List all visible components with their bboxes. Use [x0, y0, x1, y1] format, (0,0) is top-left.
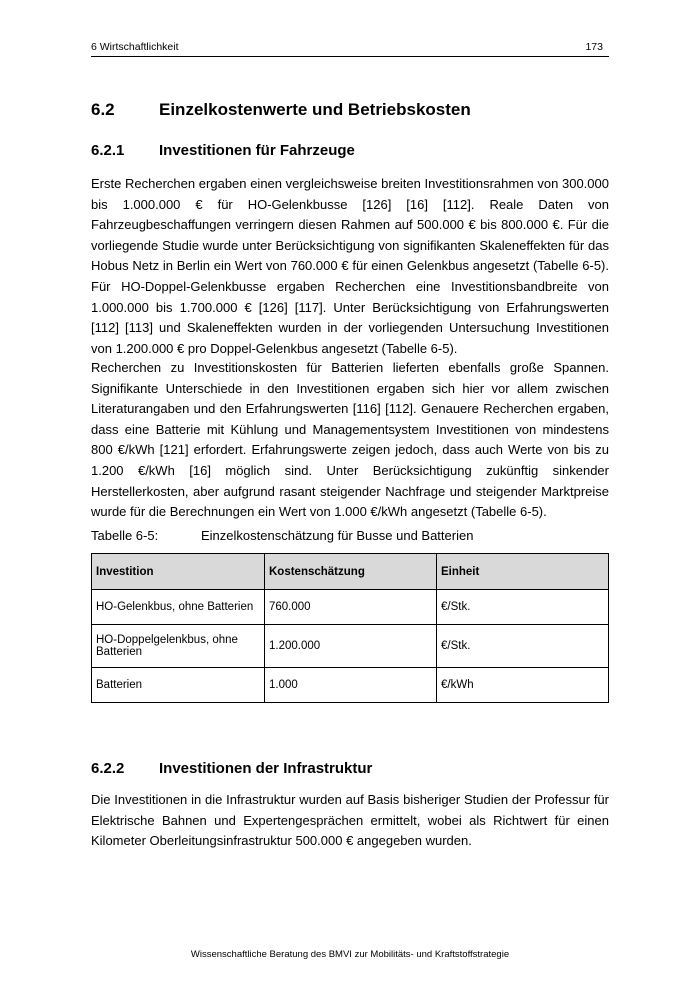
section-number: 6.2	[91, 100, 115, 119]
table-cell: 1.000	[265, 668, 437, 703]
section-heading	[91, 100, 471, 120]
subsection-heading-vehicles	[91, 142, 355, 159]
table-row	[92, 625, 609, 668]
table-cell: €/kWh	[437, 668, 609, 703]
page-header	[91, 40, 609, 57]
paragraph-infrastructure-investments: Die Investitionen in die Infrastruktur wurden auf Basis bisheriger Studien der Professur für Elektrische Bahnen und Expertengesprächen ermittelt, wobei als Richtwert für einen Kilometer Oberleitungsinfrastruktur 500.000 € angegeben wurden.	[91, 792, 609, 849]
cost-table	[91, 553, 609, 703]
table-cell: €/Stk.	[437, 590, 609, 625]
subsection-title: Investitionen für Fahrzeuge	[159, 142, 355, 159]
table-header-cell: Kostenschätzung	[265, 554, 437, 590]
header-chapter: 6 Wirtschaftlichkeit	[91, 41, 179, 53]
table-row	[92, 590, 609, 625]
paragraph-battery-investments: Recherchen zu Investitionskosten für Batterien lieferten ebenfalls große Spannen. Signifikante Unterschiede in den Investitionen ergaben sich hier vor allem zwischen Literaturangaben und den Erfahrungswerten [116] [112]. Genauere Recherchen ergaben, dass eine Batterie mit Kühlung und Managementsystem Investitionen von mindestens 800 €/kWh [121] erfordert. Erfahrungswerte zeigen jedoch, dass auch Werte von bis zu 1.200 €/kWh [16] möglich sind. Unter Berücksichtigung zukünftig sinkender Herstellerkosten, aber aufgrund rasant steigender Nachfrage und steigender Marktpreise wurde für die Berechnungen ein Wert von 1.000 €/kWh angesetzt (Tabelle 6-5).	[91, 360, 609, 520]
table-row	[92, 668, 609, 703]
table-cell: HO-Doppelgelenkbus, ohne Batterien	[92, 625, 265, 668]
table-header-row	[92, 554, 609, 590]
section-title: Einzelkostenwerte und Betriebskosten	[159, 100, 471, 119]
header-page-number: 173	[585, 41, 603, 53]
table-header-cell: Investition	[92, 554, 265, 590]
table-cell: HO-Gelenkbus, ohne Batterien	[92, 590, 265, 625]
table-cell: €/Stk.	[437, 625, 609, 668]
table-caption	[91, 528, 473, 543]
subsection-heading-infrastructure	[91, 760, 372, 777]
subsection-number: 6.2.2	[91, 760, 125, 777]
subsection-title: Investitionen der Infrastruktur	[159, 760, 373, 777]
table-header-cell: Einheit	[437, 554, 609, 590]
paragraph-vehicle-investments: Erste Recherchen ergaben einen vergleichsweise breiten Investitionsrahmen von 300.000 bis 1.000.000 € für HO-Gelenkbusse [126] [16] [112]. Reale Daten von Fahrzeugbeschaffungen verringern diesen Rahmen auf 500.000 € bis 800.000 €. Für die vorliegende Studie wurde unter Berücksichtigung von signifikanten Skaleneffekten für das Hobus Netz in Berlin ein Wert von 760.000 € für einen Gelenkbus angesetzt (Tabelle 6-5). Für HO-Doppel-Gelenkbusse ergaben Recherchen eine Investitionsbandbreite von 1.000.000 bis 1.700.000 € [126] [117]. Unter Berücksichtigung von Erfahrungswerten [112] [113] und Skaleneffekten wurden in der vorliegenden Untersuchung Investitionen von 1.200.000 € pro Doppel-Gelenkbus angesetzt (Tabelle 6-5).	[91, 176, 609, 356]
table-cell: Batterien	[92, 668, 265, 703]
table-cell: 1.200.000	[265, 625, 437, 668]
subsection-number: 6.2.1	[91, 142, 125, 159]
table-caption-label: Tabelle 6-5:	[91, 528, 159, 543]
page-footer: Wissenschaftliche Beratung des BMVI zur Mobilitäts- und Kraftstoffstrategie	[190, 949, 510, 960]
table-cell: 760.000	[265, 590, 437, 625]
table-caption-text: Einzelkostenschätzung für Busse und Batterien	[201, 528, 474, 543]
